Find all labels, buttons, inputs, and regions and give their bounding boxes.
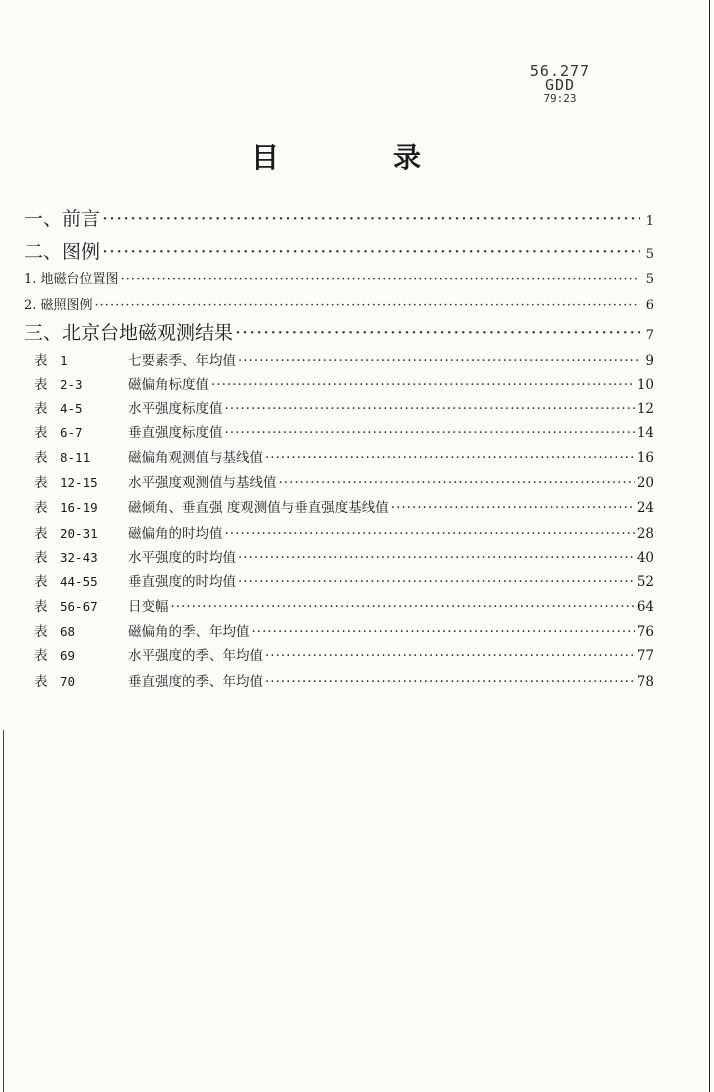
page-edge <box>3 730 4 1092</box>
toc-page-number: 77 <box>636 648 654 664</box>
toc-entry-label <box>24 670 263 690</box>
toc-table-number: 70 <box>60 674 76 689</box>
toc-entry-text: 磁偏角观测值与基线值 <box>128 450 263 466</box>
toc-entry-text: 磁倾角、垂直强 度观测值与垂直强度基线值 <box>128 500 389 516</box>
library-call-number <box>525 64 595 106</box>
toc-table-number: 16-19 <box>60 500 98 515</box>
dot-leader <box>102 208 640 230</box>
toc-entry-text: 水平强度的季、年均值 <box>128 648 263 664</box>
toc-entry-text: 水平强度的时均值 <box>128 550 236 566</box>
toc-entry-label: 三、北京台地磁观测结果 <box>24 322 234 344</box>
dot-leader <box>238 550 635 566</box>
toc-page-number: 14 <box>636 425 654 441</box>
call-number-line: 56.277 <box>529 62 591 80</box>
toc-entry-label <box>24 373 209 393</box>
toc-table-prefix: 表 <box>34 475 48 491</box>
toc-table-prefix: 表 <box>34 450 48 466</box>
toc-entry-label <box>24 620 250 640</box>
toc-entry-text: 日变幅 <box>128 599 169 615</box>
toc-table-prefix: 表 <box>34 425 48 441</box>
dot-leader <box>121 272 640 287</box>
toc-page-number: 40 <box>636 550 654 566</box>
toc-entry <box>24 349 654 373</box>
toc-page-number: 52 <box>636 574 654 590</box>
toc-entry <box>24 471 654 495</box>
toc-entry-label <box>24 471 277 491</box>
toc-table-prefix: 表 <box>34 624 48 640</box>
toc-table-prefix: 表 <box>34 526 48 542</box>
toc-page-number: 20 <box>636 475 654 491</box>
dot-leader <box>238 353 640 369</box>
dot-leader <box>235 322 640 344</box>
toc-table-number: 12-15 <box>60 475 98 490</box>
toc-entry <box>24 546 654 570</box>
toc-table-prefix: 表 <box>34 599 48 615</box>
toc-table-number: 6-7 <box>60 425 83 440</box>
toc-entry-label <box>24 644 263 664</box>
toc-entry-label: 二、图例 <box>24 241 101 263</box>
toc-entry-text: 垂直强度的时均值 <box>128 574 236 590</box>
toc-entry <box>24 522 654 546</box>
toc-entry-label <box>24 595 169 615</box>
title-char: 目 <box>251 141 280 174</box>
toc-table-number: 32-43 <box>60 550 98 565</box>
toc-entry <box>24 446 654 470</box>
dot-leader <box>252 624 635 640</box>
toc-table-number: 8-11 <box>60 450 91 465</box>
toc-entry-label <box>24 522 223 542</box>
toc-entry <box>24 620 654 644</box>
toc-entry <box>24 204 654 230</box>
dot-leader <box>265 450 635 466</box>
dot-leader <box>225 401 635 417</box>
toc-page-number: 12 <box>636 401 654 417</box>
dot-leader <box>171 599 635 615</box>
toc-page-number: 7 <box>645 328 654 343</box>
toc-table-number: 1 <box>60 353 68 368</box>
toc-table-prefix: 表 <box>34 574 48 590</box>
toc-entry-text: 磁偏角的时均值 <box>128 526 223 542</box>
page-title <box>246 136 446 176</box>
toc-page-number: 16 <box>636 450 654 466</box>
toc-page-number: 5 <box>645 247 654 262</box>
title-char: 录 <box>393 141 422 174</box>
toc-table-prefix: 表 <box>34 500 48 516</box>
toc-table-number: 2-3 <box>60 377 83 392</box>
dot-leader <box>391 500 635 516</box>
toc-page-number: 78 <box>636 674 654 690</box>
toc-entry-text: 磁偏角标度值 <box>128 377 209 393</box>
toc-entry-label <box>24 421 223 441</box>
toc-table-number: 68 <box>60 624 76 639</box>
toc-entry-label <box>24 570 236 590</box>
toc-page-number: 24 <box>636 500 654 516</box>
toc-page-number: 28 <box>636 526 654 542</box>
toc-table-prefix: 表 <box>34 401 48 417</box>
toc-table-prefix: 表 <box>34 377 48 393</box>
dot-leader <box>225 526 635 542</box>
toc-entry-label: 2. 磁照图例 <box>24 298 93 313</box>
toc-table-number: 56-67 <box>60 599 98 614</box>
toc-entry-label: 一、前言 <box>24 208 101 230</box>
toc-entry-label <box>24 546 236 566</box>
toc-page-number: 64 <box>636 599 654 615</box>
toc-entry-text: 水平强度标度值 <box>128 401 223 417</box>
toc-page-number: 76 <box>636 624 654 640</box>
toc-page-number: 6 <box>645 298 654 313</box>
toc-entry <box>24 644 654 668</box>
toc-page-number: 10 <box>636 377 654 393</box>
toc-entry-label <box>24 496 389 516</box>
toc-table-number: 69 <box>60 648 76 663</box>
toc-table-prefix: 表 <box>34 550 48 566</box>
call-number-line: 79:23 <box>543 92 577 105</box>
toc-entry <box>24 373 654 397</box>
toc-table-number: 4-5 <box>60 401 83 416</box>
toc-page-number: 9 <box>645 353 654 369</box>
toc-entry <box>24 294 654 316</box>
toc-entry <box>24 318 654 344</box>
toc-entry <box>24 397 654 421</box>
toc-table-prefix: 表 <box>34 648 48 664</box>
toc-entry <box>24 237 654 263</box>
dot-leader <box>102 241 640 263</box>
toc-table-number: 20-31 <box>60 526 98 541</box>
toc-entry <box>24 570 654 594</box>
toc-page-number: 1 <box>645 214 654 229</box>
dot-leader <box>279 475 635 491</box>
call-number-line: GDD <box>544 76 576 94</box>
toc-entry <box>24 595 654 619</box>
dot-leader <box>95 298 640 313</box>
toc-entry <box>24 421 654 445</box>
toc-entry <box>24 670 654 694</box>
toc-table-number: 44-55 <box>60 574 98 589</box>
toc-entry-label <box>24 446 263 466</box>
toc-entry-label <box>24 349 236 369</box>
toc-entry-label <box>24 397 223 417</box>
dot-leader <box>265 648 635 664</box>
toc-table-prefix: 表 <box>34 353 48 369</box>
toc-page-number: 5 <box>645 272 654 287</box>
dot-leader <box>238 574 635 590</box>
toc-entry-text: 垂直强度的季、年均值 <box>128 674 263 690</box>
dot-leader <box>265 674 635 690</box>
toc-entry-text: 垂直强度标度值 <box>128 425 223 441</box>
toc-entry-text: 七要素季、年均值 <box>128 353 236 369</box>
dot-leader <box>211 377 635 393</box>
toc-entry-text: 磁偏角的季、年均值 <box>128 624 250 640</box>
toc-table-prefix: 表 <box>34 674 48 690</box>
toc-entry <box>24 268 654 290</box>
page-edge <box>709 0 710 1092</box>
toc-entry-label: 1. 地磁台位置图 <box>24 272 119 287</box>
dot-leader <box>225 425 635 441</box>
toc-entry-text: 水平强度观测值与基线值 <box>128 475 277 491</box>
toc-entry <box>24 496 654 520</box>
